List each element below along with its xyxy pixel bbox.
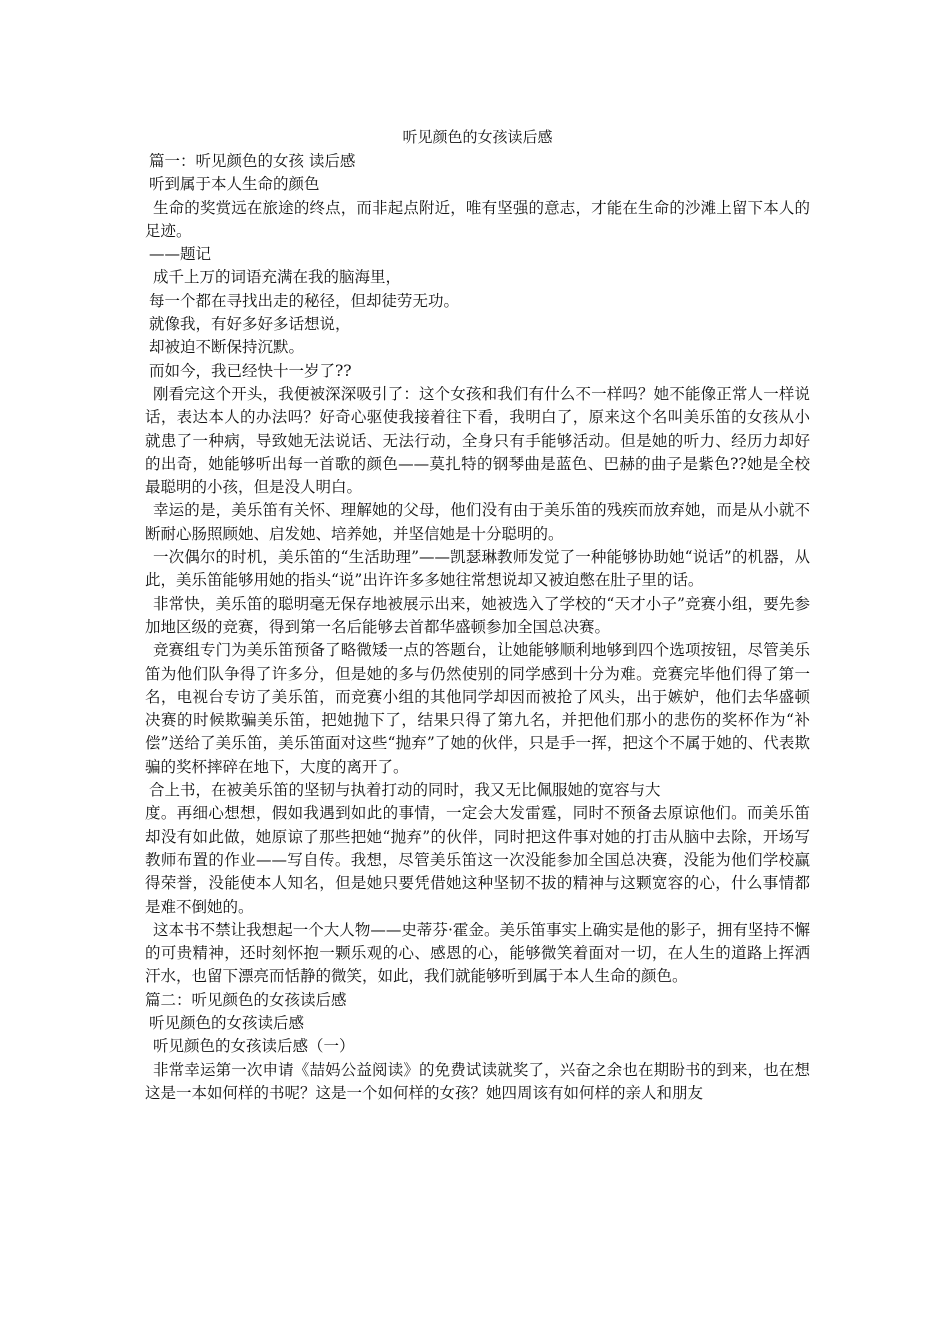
- section-heading-1: 篇一：听见颜色的女孩 读后感: [149, 152, 356, 170]
- quote-line: 就像我，有好多好多话想说，: [149, 315, 351, 334]
- paragraph: 度。再细心想想，假如我遇到如此的事情，一定会大发雷霆，同时不预备去原谅他们。而美乐笛却没有如此做，她原谅了那些把她“抛弃”的伙伴，同时把这件事对她的打击从脑中去除，开场写教师布置的作业——写自传。我想，尽管美乐笛这一次没能参加全国总决赛，没能为他们学校赢得荣誉，没能使本人知名，但是她只要凭借她这种坚韧不拔的精神与这颗宽容的心，什么事情都是难不倒她的。: [145, 804, 810, 916]
- document-title: 听见颜色的女孩读后感: [402, 128, 553, 146]
- paragraph: 这本书不禁让我想起一个大人物——史蒂芬·霍金。美乐笛事实上确实是他的影子，拥有坚持不懈的可贵精神，还时刻怀抱一颗乐观的心、感恩的心，能够微笑着面对一切，在人生的道路上挥洒汗水，也留下漂亮而恬静的微笑，如此，我们就能够听到属于本人生命的颜色。: [145, 920, 810, 986]
- quote-line: 而如今，我已经快十一岁了??: [149, 361, 352, 380]
- quote-line: 却被迫不断保持沉默。: [149, 338, 305, 357]
- paragraph: 一次偶尔的时机，美乐笛的“生活助理”——凯瑟琳教师发觉了一种能够协助她“说话”的机器，从此，美乐笛能够用她的指头“说”出许许多多她往常想说却又被迫憋在肚子里的话。: [145, 548, 810, 590]
- paragraph: 非常快，美乐笛的聪明毫无保存地被展示出来，她被选入了学校的“天才小子”竞赛小组，要先参加地区级的竞赛，得到第一名后能够去首都华盛顿参加全国总决赛。: [145, 594, 810, 636]
- quote-line: 成千上万的词语充满在我的脑海里，: [153, 268, 402, 287]
- essay-subtitle: 听见颜色的女孩读后感（一）: [153, 1037, 355, 1056]
- quote-line: 每一个都在寻找出走的秘径，但却徒劳无功。: [149, 291, 460, 310]
- paragraph: 生命的奖赏远在旅途的终点，而非起点附近，唯有坚强的意志，才能在生命的沙滩上留下本人的足迹。: [145, 198, 810, 240]
- paragraph: 合上书，在被美乐笛的坚韧与执着打动的同时，我又无比佩服她的宽容与大: [149, 781, 661, 800]
- paragraph: 刚看完这个开头，我便被深深吸引了：这个女孩和我们有什么不一样吗？她不能像正常人一样说话，表达本人的办法吗？好奇心驱使我接着往下看，我明白了，原来这个名叫美乐笛的女孩从小就患了一种病，导致她无法说话、无法行动，全身只有手能够活动。但是她的听力、经历力却好的出奇，她能够听出每一首歌的颜色——莫扎特的钢琴曲是蓝色、巴赫的曲子是紫色??她是全校最聪明的小孩，但是没人明白。: [145, 384, 810, 497]
- paragraph: 竞赛组专门为美乐笛预备了略微矮一点的答题台，让她能够顺利地够到四个选项按钮，尽管美乐笛为他们队争得了许多分，但是她的多与仍然使别的同学感到十分为难。竞赛完毕他们得了第一名，电视台专访了美乐笛，而竞赛小组的其他同学却因而被抢了风头，出于嫉妒，他们去华盛顿决赛的时候欺骗美乐笛，把她抛下了，结果只得了第九名，并把他们那小的悲伤的奖杯作为“补偿”送给了美乐笛，美乐笛面对这些“抛弃”了她的伙伴，只是手一挥，把这个不属于她的、代表欺骗的奖杯摔碎在地下，大度的离开了。: [145, 641, 810, 776]
- document-body: [145, 150, 810, 1105]
- paragraph: 幸运的是，美乐笛有关怀、理解她的父母，他们没有由于美乐笛的残疾而放弃她，而是从小就不断耐心肠照顾她、启发她、培养她，并坚信她是十分聪明的。: [145, 501, 810, 543]
- epigraph-note: ——题记: [149, 245, 212, 264]
- essay-title: 听到属于本人生命的颜色: [149, 175, 320, 194]
- section-heading-2: 篇二：听见颜色的女孩读后感: [145, 990, 347, 1009]
- paragraph: 非常幸运第一次申请《喆妈公益阅读》的免费试读就奖了，兴奋之余也在期盼书的到来，也在想这是一本如何样的书呢？这是一个如何样的女孩？她四周该有如何样的亲人和朋友: [145, 1060, 810, 1102]
- essay-title: 听见颜色的女孩读后感: [149, 1013, 305, 1032]
